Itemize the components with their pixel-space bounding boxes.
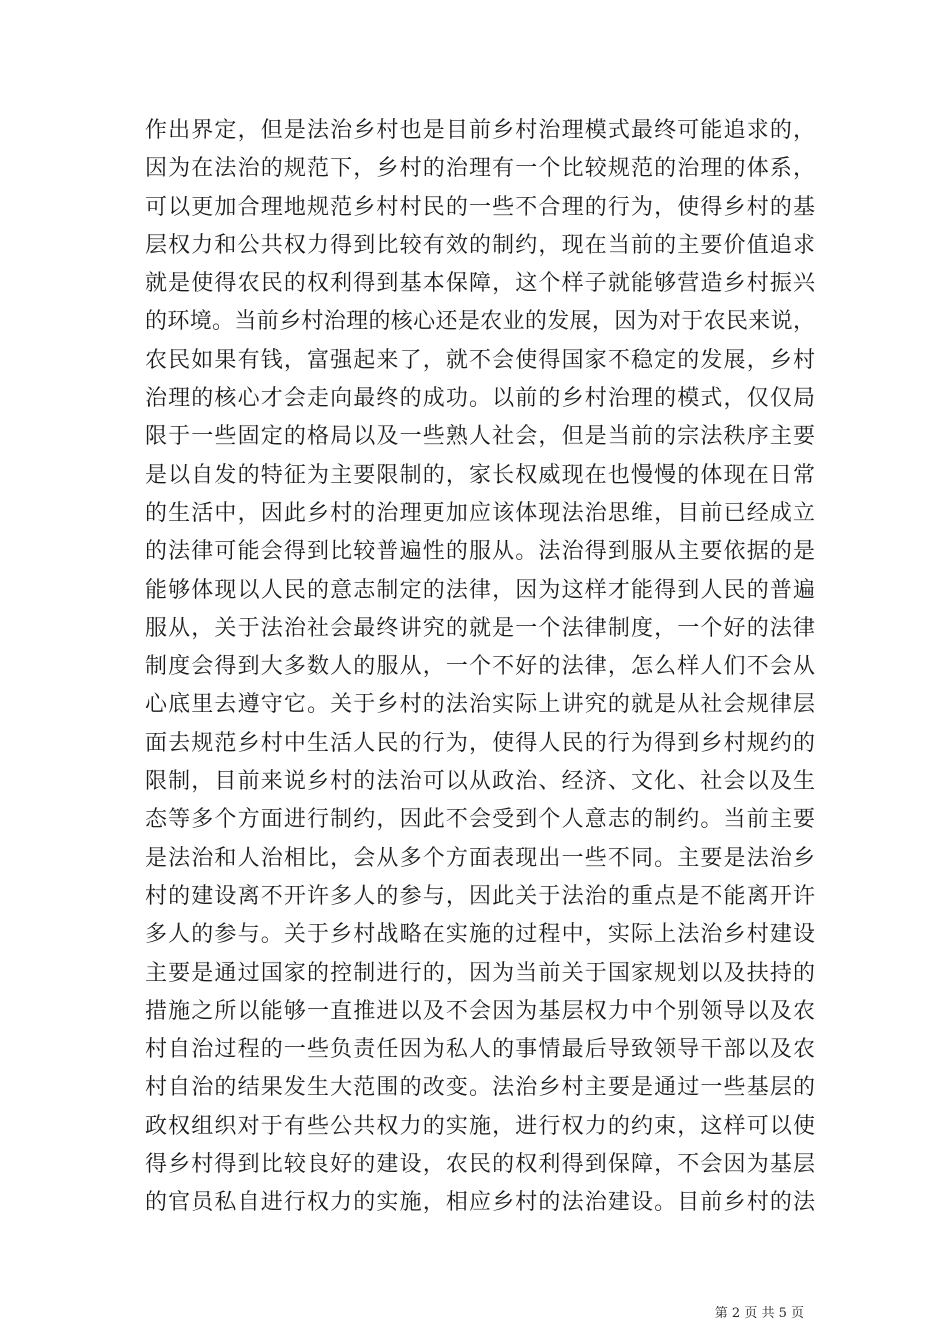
text-line: 村自治过程的一些负责任因为私人的事情最后导致领导干部以及农 [145, 1037, 815, 1063]
text-line: 态等多个方面进行制约，因此不会受到个人意志的制约。当前主要 [145, 807, 815, 833]
text-line: 因为在法治的规范下，乡村的治理有一个比较规范的治理的体系， [145, 156, 815, 182]
text-line: 村的建设离不开许多人的参与，因此关于法治的重点是不能离开许 [145, 883, 815, 909]
text-line: 的环境。当前乡村治理的核心还是农业的发展，因为对于农民来说， [145, 309, 815, 335]
text-line: 是以自发的特征为主要限制的，家长权威现在也慢慢的体现在日常 [145, 462, 815, 488]
text-line: 措施之所以能够一直推进以及不会因为基层权力中个别领导以及农 [145, 998, 815, 1024]
text-line: 服从，关于法治社会最终讲究的就是一个法律制度，一个好的法律 [145, 615, 815, 641]
text-line: 能够体现以人民的意志制定的法律，因为这样才能得到人民的普遍 [145, 577, 815, 603]
text-line: 的生活中，因此乡村的治理更加应该体现法治思维，目前已经成立 [145, 500, 815, 526]
text-line: 层权力和公共权力得到比较有效的制约，现在当前的主要价值追求 [145, 232, 815, 258]
text-line: 就是使得农民的权利得到基本保障，这个样子就能够营造乡村振兴 [145, 271, 815, 297]
text-line: 得乡村得到比较良好的建设，农民的权利得到保障，不会因为基层 [145, 1152, 815, 1178]
text-line: 限制，目前来说乡村的法治可以从政治、经济、文化、社会以及生 [145, 769, 815, 795]
text-line: 制度会得到大多数人的服从，一个不好的法律，怎么样人们不会从 [145, 654, 815, 680]
text-line: 心底里去遵守它。关于乡村的法治实际上讲究的就是从社会规律层 [145, 692, 815, 718]
text-line: 的官员私自进行权力的实施，相应乡村的法治建设。目前乡村的法 [145, 1190, 815, 1216]
text-line: 作出界定，但是法治乡村也是目前乡村治理模式最终可能追求的， [145, 118, 815, 143]
text-line: 农民如果有钱，富强起来了，就不会使得国家不稳定的发展，乡村 [145, 347, 815, 373]
text-line: 村自治的结果发生大范围的改变。法治乡村主要是通过一些基层的 [145, 1075, 815, 1101]
page-number: 第 2 页 共 5 页 [714, 1306, 804, 1321]
text-line: 是法治和人治相比，会从多个方面表现出一些不同。主要是法治乡 [145, 845, 815, 871]
text-line: 面去规范乡村中生活人民的行为，使得人民的行为得到乡村规约的 [145, 730, 815, 756]
text-line: 限于一些固定的格局以及一些熟人社会，但是当前的宗法秩序主要 [145, 424, 815, 450]
text-line: 可以更加合理地规范乡村村民的一些不合理的行为，使得乡村的基 [145, 194, 815, 220]
body-text [145, 112, 815, 1223]
text-line: 政权组织对于有些公共权力的实施，进行权力的约束，这样可以使 [145, 1113, 815, 1139]
text-line: 多人的参与。关于乡村战略在实施的过程中，实际上法治乡村建设 [145, 922, 815, 948]
text-line: 治理的核心才会走向最终的成功。以前的乡村治理的模式，仅仅局 [145, 386, 815, 412]
text-line: 主要是通过国家的控制进行的，因为当前关于国家规划以及扶持的 [145, 960, 815, 986]
text-line: 的法律可能会得到比较普遍性的服从。法治得到服从主要依据的是 [145, 539, 815, 565]
